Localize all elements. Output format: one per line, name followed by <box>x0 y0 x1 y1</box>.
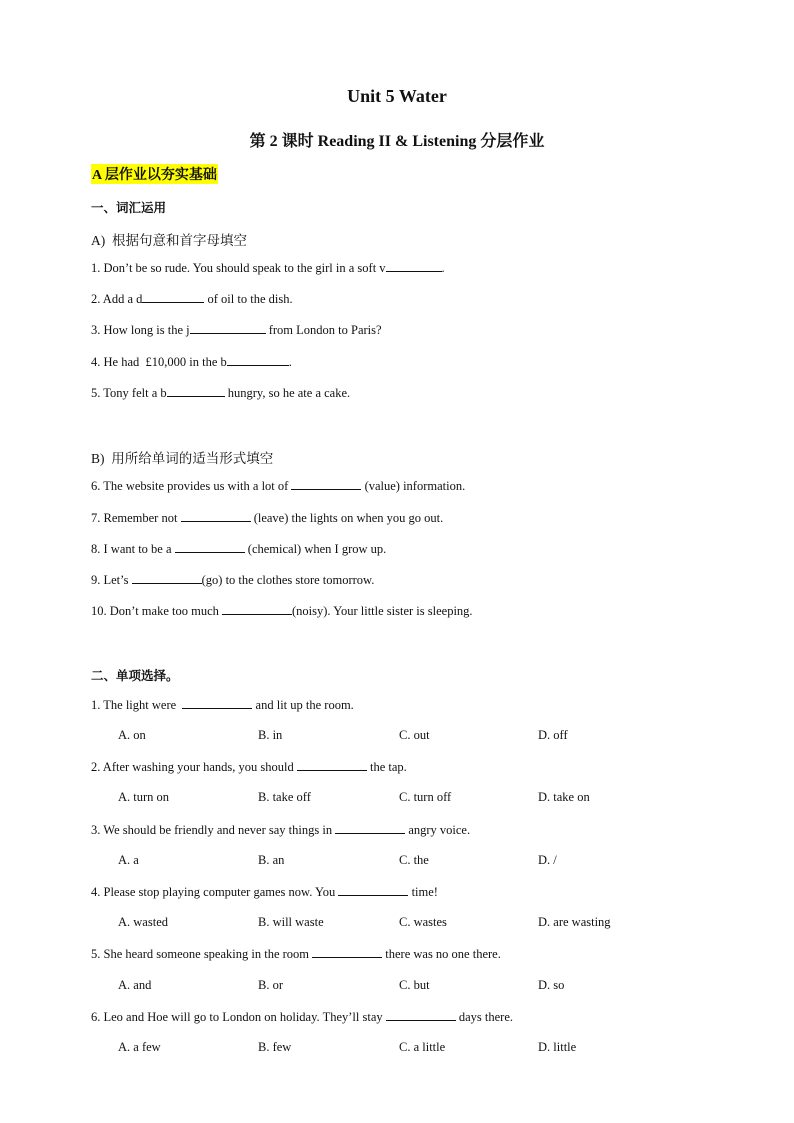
answer-blank[interactable] <box>190 322 266 334</box>
answer-blank[interactable] <box>142 291 204 303</box>
option-c[interactable]: C. a little <box>399 1040 446 1054</box>
question-text: 4. Please stop playing computer games now. You <box>91 885 339 899</box>
question-text: time! <box>408 885 438 899</box>
mc-question-1 <box>91 697 354 713</box>
question-text: (leave) the lights on when you go out. <box>250 511 444 525</box>
section-heading-multiple-choice: 二、单项选择。 <box>91 669 179 683</box>
question-text: (noisy). Your little sister is sleeping. <box>292 604 473 618</box>
option-c[interactable]: C. out <box>399 728 430 742</box>
question-text: hungry, so he ate a cake. <box>224 386 351 400</box>
mc-question-4 <box>91 884 438 900</box>
option-c[interactable]: C. wastes <box>399 915 447 929</box>
question-a4 <box>91 354 292 370</box>
question-b8 <box>91 541 386 557</box>
option-a[interactable]: A. on <box>118 728 146 742</box>
question-a3 <box>91 322 382 338</box>
tier-label: A 层作业以夯实基础 <box>91 164 218 184</box>
option-b[interactable]: B. will waste <box>258 915 324 929</box>
question-text: 3. How long is the j <box>91 323 190 337</box>
question-text: 2. Add a d <box>91 292 143 306</box>
question-a5 <box>91 385 350 401</box>
option-d[interactable]: D. take on <box>538 790 590 804</box>
question-b6 <box>91 478 465 494</box>
answer-blank[interactable] <box>312 946 382 958</box>
section-heading-vocabulary: 一、词汇运用 <box>91 201 167 215</box>
option-d[interactable]: D. off <box>538 728 568 742</box>
question-a2 <box>91 291 293 307</box>
question-text: . <box>441 261 445 275</box>
question-b10 <box>91 603 473 619</box>
option-d[interactable]: D. / <box>538 853 557 867</box>
option-b[interactable]: B. few <box>258 1040 292 1054</box>
answer-blank[interactable] <box>222 603 292 615</box>
question-text: the tap. <box>366 760 407 774</box>
subsection-heading-a: A) 根据句意和首字母填空 <box>91 233 247 248</box>
question-text: 1. The light were <box>91 698 183 712</box>
mc-question-5 <box>91 946 501 962</box>
answer-blank[interactable] <box>386 1009 456 1021</box>
question-b7 <box>91 510 443 526</box>
option-d[interactable]: D. so <box>538 978 565 992</box>
option-a[interactable]: A. and <box>118 978 152 992</box>
question-text: 3. We should be friendly and never say things in <box>91 823 336 837</box>
answer-blank[interactable] <box>132 572 202 584</box>
answer-blank[interactable] <box>297 759 367 771</box>
option-b[interactable]: B. or <box>258 978 283 992</box>
question-text: there was no one there. <box>382 947 501 961</box>
option-a[interactable]: A. a few <box>118 1040 161 1054</box>
question-text: 2. After washing your hands, you should <box>91 760 297 774</box>
question-text: 5. Tony felt a b <box>91 386 167 400</box>
question-text: 9. Let’s <box>91 573 132 587</box>
answer-blank[interactable] <box>182 697 252 709</box>
option-a[interactable]: A. turn on <box>118 790 170 804</box>
question-text: and lit up the room. <box>252 698 354 712</box>
question-text: 4. He had £10,000 in the b <box>91 355 227 369</box>
question-text: (chemical) when I grow up. <box>244 542 387 556</box>
option-a[interactable]: A. wasted <box>118 915 168 929</box>
question-text: 8. I want to be a <box>91 542 175 556</box>
option-c[interactable]: C. but <box>399 978 430 992</box>
option-c[interactable]: C. the <box>399 853 429 867</box>
answer-blank[interactable] <box>181 510 251 522</box>
question-text: 5. She heard someone speaking in the room <box>91 947 313 961</box>
question-text: from London to Paris? <box>265 323 382 337</box>
question-text: . <box>288 355 292 369</box>
page-subtitle: 第 2 课时 Reading II & Listening 分层作业 <box>249 133 545 150</box>
mc-question-6 <box>91 1009 513 1025</box>
question-text: 6. Leo and Hoe will go to London on holiday. They’ll stay <box>91 1010 386 1024</box>
answer-blank[interactable] <box>291 478 361 490</box>
option-b[interactable]: B. in <box>258 728 283 742</box>
answer-blank[interactable] <box>338 884 408 896</box>
question-text: days there. <box>455 1010 514 1024</box>
question-text: angry voice. <box>405 823 471 837</box>
question-b9 <box>91 572 374 588</box>
question-text: (value) information. <box>361 479 466 493</box>
question-text: 7. Remember not <box>91 511 181 525</box>
question-text: 1. Don’t be so rude. You should speak to the girl in a soft v <box>91 261 386 275</box>
answer-blank[interactable] <box>227 354 289 366</box>
mc-question-2 <box>91 759 407 775</box>
option-b[interactable]: B. take off <box>258 790 311 804</box>
subsection-heading-b: B) 用所给单词的适当形式填空 <box>91 451 274 466</box>
answer-blank[interactable] <box>386 260 442 272</box>
answer-blank[interactable] <box>175 541 245 553</box>
mc-question-3 <box>91 822 470 838</box>
question-text: 10. Don’t make too much <box>91 604 222 618</box>
question-text: of oil to the dish. <box>204 292 293 306</box>
option-d[interactable]: D. are wasting <box>538 915 611 929</box>
option-c[interactable]: C. turn off <box>399 790 452 804</box>
answer-blank[interactable] <box>335 822 405 834</box>
question-text: 6. The website provides us with a lot of <box>91 479 292 493</box>
question-text: (go) to the clothes store tomorrow. <box>201 573 375 587</box>
answer-blank[interactable] <box>167 385 225 397</box>
option-a[interactable]: A. a <box>118 853 139 867</box>
question-a1 <box>91 260 445 276</box>
page-title: Unit 5 Water <box>347 86 447 106</box>
option-b[interactable]: B. an <box>258 853 285 867</box>
option-d[interactable]: D. little <box>538 1040 577 1054</box>
